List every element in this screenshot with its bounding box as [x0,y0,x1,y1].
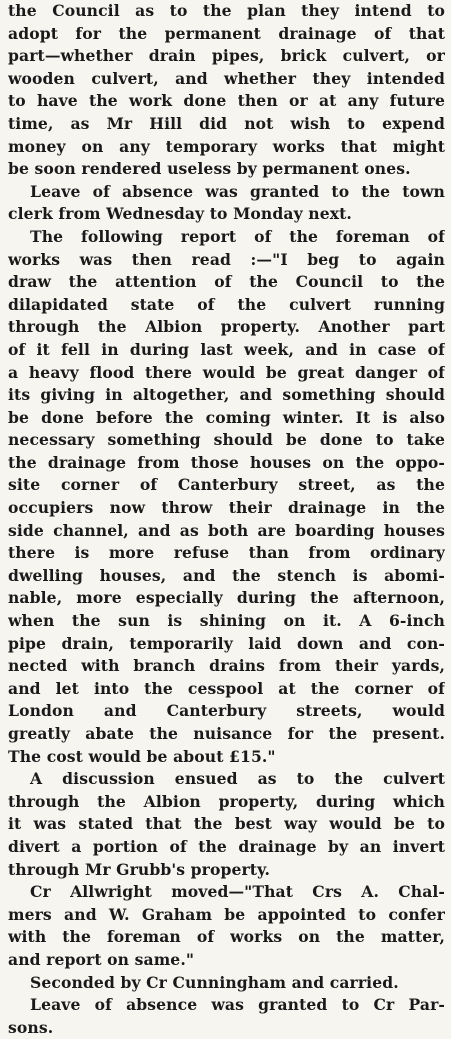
text-line: through the Albion property. Another part [8,317,445,337]
text-line: draw the attention of the Council to the [8,272,445,292]
text-line: London and Canterbury streets, would [8,701,445,721]
text-line: its giving in altogether, and something should [8,385,445,405]
text-line: of it fell in during last week, and in case of [8,339,445,359]
text-line: works was then read :—"I beg to again [8,249,445,269]
text-line: mers and W. Graham be appointed to confer [8,904,445,924]
paragraph-council-plan [8,0,445,181]
text-line: the Council as to the plan they intend to [8,1,445,20]
text-line: and report on same." [8,949,195,969]
text-line: Seconded by Cr Cunningham and carried. [30,972,399,992]
paragraph-town-clerk-leave [8,181,445,226]
text-line: nected with branch drains from their yards, [8,656,445,676]
text-line: money on any temporary works that might [8,136,445,156]
paragraph-parsons-leave [8,994,445,1039]
text-line: with the foreman of works on the matter, [8,927,445,947]
text-line: A discussion ensued as to the culvert [30,769,445,789]
text-line: necessary something should be done to take [8,430,445,450]
text-line: clerk from Wednesday to Monday next. [8,204,352,224]
text-line: Cr Allwright moved—"That Crs A. Chal- [30,882,445,902]
paragraph-allwright-motion [8,881,445,971]
text-line: divert a portion of the drainage by an invert [8,836,445,856]
text-line: site corner of Canterbury street, as the [8,475,445,495]
text-line: sons. [8,1017,54,1037]
text-line: Leave of absence was granted to Cr Par- [30,995,445,1015]
text-line: dwelling houses, and the stench is abomi- [8,565,445,585]
text-line: to have the work done then or at any future [8,91,445,111]
text-line: pipe drain, temporarily laid down and con- [8,633,445,653]
text-line: through the Albion property, during which [8,791,445,811]
paragraph-foreman-report [8,226,445,768]
text-line: side channel, and as both are boarding houses [8,520,445,540]
text-line: a heavy flood there would be great danger of [8,362,445,382]
text-line: The cost would be about £15." [8,746,276,766]
text-line: through Mr Grubb's property. [8,859,270,879]
text-line: be soon rendered useless by permanent ones. [8,159,411,179]
text-line: dilapidated state of the culvert running [8,294,445,314]
text-line: it was stated that the best way would be to [8,814,445,834]
paragraph-seconded [8,972,445,995]
text-line: be done before the coming winter. It is also [8,407,445,427]
text-line: the drainage from those houses on the oppo- [8,452,445,472]
text-line: time, as Mr Hill did not wish to expend [8,113,445,133]
text-line: Leave of absence was granted to the town [30,181,445,201]
text-line: and let into the cesspool at the corner of [8,678,445,698]
text-line: greatly abate the nuisance for the present. [8,724,445,743]
text-line: wooden culvert, and whether they intended [8,68,445,88]
text-line: The following report of the foreman of [30,226,445,246]
text-line: there is more refuse than from ordinary [8,543,445,563]
paragraph-culvert-discussion [8,768,445,881]
text-line: when the sun is shining on it. A 6-inch [8,611,445,631]
text-line: occupiers now throw their drainage in the [8,498,445,518]
text-line: part—whether drain pipes, brick culvert, or [8,46,445,66]
text-line: nable, more especially during the afternoon, [8,588,445,608]
text-line: adopt for the permanent drainage of that [8,23,445,43]
